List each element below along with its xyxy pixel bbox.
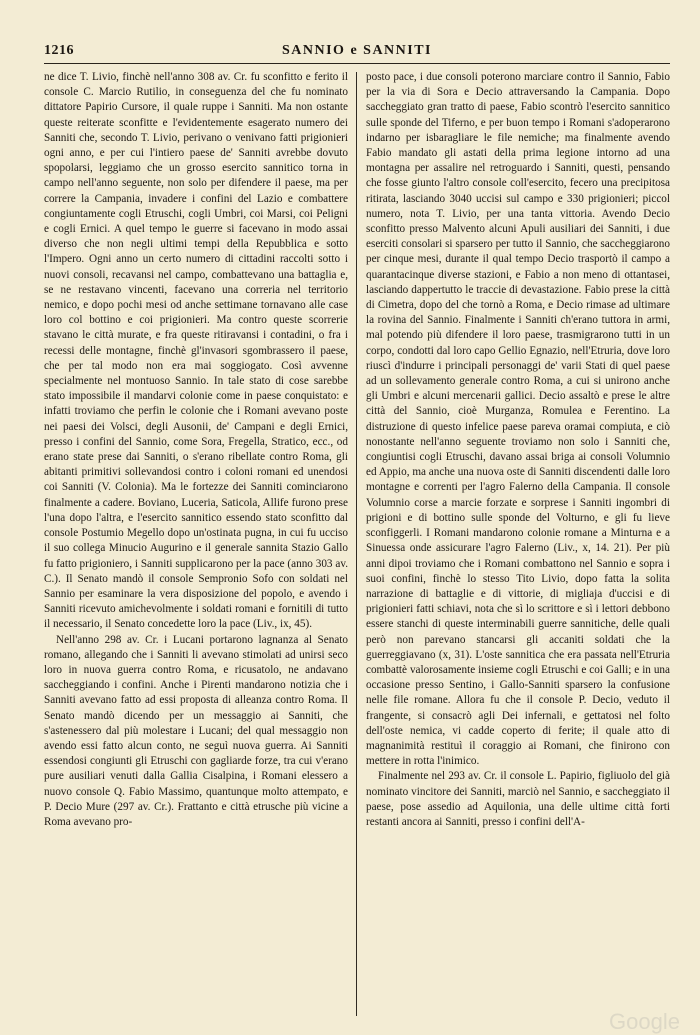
header-rule <box>44 63 670 64</box>
page-number: 1216 <box>44 43 74 58</box>
running-title: SANNIO e SANNITI <box>281 43 433 58</box>
right-paragraph-2: Finalmente nel 293 av. Cr. il console L. Papirio, figliuolo del già nominato vincitore dei Sanniti, marciò nel Sannio, e saccheggiato il paese, pose assedio ad Aquilonia, una delle ultime città forti restanti ancora ai Sanniti, presso i confini dell'A- <box>366 770 670 828</box>
watermark: Google <box>609 1009 680 1034</box>
left-paragraph-1: ne dice T. Livio, finchè nell'anno 308 av. Cr. fu sconfitto e ferito il console C. Marcio Rutilio, in conseguenza del che fu nominato dittatore Papirio Cursore, il quale ruppe i Sanniti. Ma non ostante queste reiterate sconfitte e l'evidentemente esagerato numero dei Sanniti che, secondo T. Livio, perivano o venivano fatti prigionieri ogni anno, e per cui l'intiero paese de' Sanniti avrebbe dovuto spopolarsi, leggiamo che un grosso esercito sannitico torna in campo nell'anno seguente, non solo per difendere il paese, ma per correre la Campania, invadere i confini del Lazio e combattere congiuntamente cogli Etruschi, cogli Umbri, coi Marsi, coi Peligni e cogli Ernici. A quel tempo le guerre si facevano in modo assai diverso che non negli ultimi tempi della Repubblica e sotto l'Impero. Ogni anno un certo numero di cittadini raccolti sotto i nuovi consoli, recavansi nel campo, combattevano una battaglia e, se ne restavano vincenti, facevano una correria nel territorio nemico, e dopo pochi mesi od anche settimane tornavano alle case loro col bottino e coi prigionieri. Ma contro queste scorrerie stavano le città murate, e fra queste ritiravansi i contadini, o fra i recessi delle montagne, finchè gl'invasori sgombrassero il paese, che per tal modo non era mai soggiogato. Così avvenne specialmente nel montuoso Sannio. In tale stato di cose sarebbe stato impossibile il mandarvi colonie come in paese conquistato: e infatti troviamo che perfin le colonie che i Romani avevano poste nei paesi dei Volsci, degli Ausonii, de' Campani e degli Ernici, presso i confini del Sannio, come Sora, Fregella, Stratico, ecc., od erano state prese dai Sanniti, o s'erano ribellate contro Roma, gli abitanti primitivi sollevandosi contro i coloni romani ed unendosi coi Sanniti (V. Colonia). Ma le fortezze dei Sanniti cominciarono finalmente a cadere. Boviano, Luceria, Saticola, Allife furono prese l'una dopo l'altra, e l'esercito sannitico essendo stato sconfitto dal console Postumio Megello dopo un'ostinata pugna, in cui fu ucciso il suo collega Minucio Augurino e il generale sannita Stazio Gallo fu fatto prigioniero, i Sanniti supplicarono per la pace (anno 303 av. C.). Il Senato mandò il console Sempronio Sofo con soldati nel Sannio per esaminare la vera disposizione del popolo, e avendo i Sanniti ricevuto amichevolmente i soldati romani e fornitili di tutto il necessario, il Senato concedette loro la pace (Liv., ix, 45). <box>44 71 348 631</box>
left-column <box>44 70 348 830</box>
right-paragraph-1: posto pace, i due consoli poterono marciare contro il Sannio, Fabio per la via di Sora e Decio attraversando la Campania. Dopo saccheggiato gran tratto di paese, Fabio scontrò l'esercito sannitico sulle sponde del Tiferno, e per buon tempo i Romani s'adoperarono indarno per isbaragliare le file nemiche; ma finalmente avendo Fabio mandato gli astati della prima legione intorno ad una montagna per assalire nel retroguardo i Sanniti, questi, pensando che fosse giunto l'altro console coll'esercito, fecero una precipitosa ritirata, lasciando 3040 uccisi sul campo e 330 prigionieri; piccol numero, nota T. Livio, per una tanta vittoria. Avendo Decio sconfitto presso Malvento alcuni Apuli ausiliari dei Sanniti, i due eserciti consolari si sparsero per tutto il Sannio, che saccheggiarono per cinque mesi, durante il qual tempo Decio trasportò il campo a quarantacinque diverse stazioni, e Fabio a non meno di ottantasei, lasciando dappertutto le traccie di devastazione. Fabio prese la città di Cimetra, dopo del che tornò a Roma, e Decio rimase ad ultimare la rovina del Sannio. Finalmente i Sanniti ch'erano tuttora in armi, mal potendo più difendere il loro paese, trasmigrarono tutti in un corpo, condotti dal loro capo Gellio Egnazio, nell'Etruria, dove loro riuscì d'indurre i principali personaggi de' varii Stati di quel paese ad un sollevamento generale contro Roma, a cui si unirono anche gli Umbri e alcuni mercenarii gallici. Decio assaltò e prese le altre città del Sannio, cioè Murganza, Romulea e Ferentino. La distruzione di questo infelice paese pareva oramai compiuta, e ciò nonostante nell'anno seguente troviamo non solo i Sanniti che, congiuntisi cogli Etruschi, davano assai briga ai consoli Volumnio ed Appio, ma anche una nuova oste di Sanniti discendenti dalle loro montagne e correnti per l'agro Falerno della Campania. Il console Volumnio corse a marcie forzate e sorprese i Sanniti ingombri di prigioni e di bottino sulle sponde del Volturno, e gli fu lieve sconfiggerli. I Romani mandarono colonie romane a Minturna e a Sinuessa onde assicurare l'agro Falerno (Liv., x, 14. 21). Per più anni dipoi troviamo che i Romani combattono nel Sannio e sopra i suoi confini, finchè lo stesso Tito Livio, dopo fatta la solita narrazione di battaglie e di vittorie, di migliaja d'uccisi e di prigionieri fatti schiavi, nota che sì lo scrittore e sì i lettori debbono essere stanchi di queste interminabili guerre sannitiche, delle quali però non parevano stancarsi gli accaniti soldati che la guerreggiavano (x, 31). L'oste sannitica che era passata nell'Etruria combattè valorosamente insieme cogli Etruschi e coi Galli; e in una occasione presso Sentino, i Gallo-Sanniti sparsero la confusione nelle file romane. Allora fu che il console P. Decio, veduto il frangente, si consacrò agli Dei infernali, e gettatosi nel folto dell'oste nemica, vi cadde coperto di ferite; il quale atto di magnanimità restituì il coraggio ai Romani, che finirono con mettere in rotta l'inimico. <box>366 71 670 768</box>
page-header <box>44 43 670 63</box>
column-divider <box>356 72 357 1016</box>
right-column <box>366 70 670 830</box>
left-paragraph-2: Nell'anno 298 av. Cr. i Lucani portarono lagnanza al Senato romano, allegando che i Sanniti li avevano stimolati ad unirsi seco loro in nuova guerra contro Roma, e ricusatolo, ne andavano saccheggiando i confini. Anche i Pirenti mandarono notizia che i Sanniti avevano fatto ad essi proposta di alleanza contro Roma. Il Senato mandò dicendo per un messaggio ai Sanniti, che s'astenessero dal più molestare i Lucani; del qual messaggio non avendo essi fatto alcun conto, ne seguì nuova guerra. Ai Sanniti essendosi congiunti gli Etruschi con gagliarde forze, tra cui v'erano pure ausiliari venuti dalla Gallia Cisalpina, i Romani elessero a nuovo console Q. Fabio Massimo, quantunque molto attempato, e P. Decio Mure (297 av. Cr.). Frattanto e città etrusche più vicine a Roma avevano pro- <box>44 633 348 828</box>
